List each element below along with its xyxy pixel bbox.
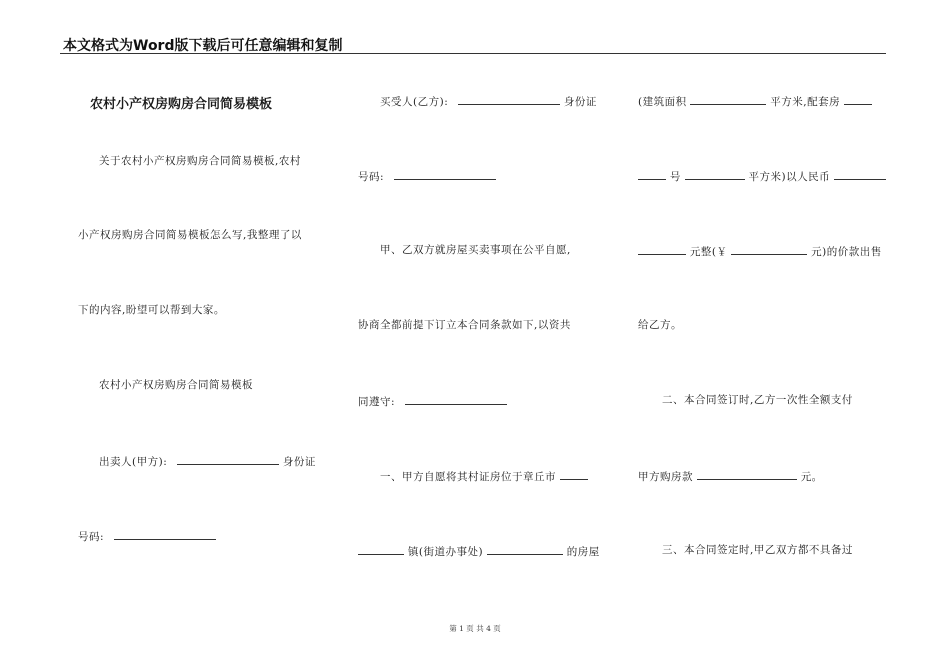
buyer-label: 买受人(乙方):: [380, 96, 449, 108]
paragraph-line: 甲、乙双方就房屋买卖事项在公平自愿,: [380, 244, 571, 256]
seller-line: [99, 453, 316, 469]
paragraph-line: 下的内容,盼望可以帮到大家。: [78, 304, 225, 316]
buyer-line: [380, 93, 597, 109]
text-fragment: (建筑面积: [638, 96, 687, 108]
paragraph-line: 关于农村小产权房购房合同简易模板,农村: [99, 155, 301, 167]
text-fragment: 甲方购房款: [638, 471, 693, 483]
seller-label: 出卖人(甲方):: [99, 456, 168, 468]
header-divider: [60, 53, 886, 54]
section-heading: 农村小产权房购房合同简易模板: [99, 379, 253, 391]
paragraph-line: [638, 468, 823, 484]
town-blank: [358, 543, 404, 555]
paragraph-line: 二、本合同签订时,乙方一次性全额支付: [662, 394, 853, 406]
id-number-label: 号码:: [358, 171, 385, 183]
id-number-blank: [114, 528, 216, 540]
blank-field: [638, 243, 686, 255]
id-number-line: [78, 528, 216, 544]
paragraph-line: [358, 393, 507, 409]
area-blank: [690, 93, 766, 105]
paragraph-line: 给乙方。: [638, 319, 682, 331]
text-fragment: 元)的价款出售: [811, 246, 882, 258]
city-blank: [560, 468, 588, 480]
text-fragment: 同遵守:: [358, 396, 396, 408]
seller-name-blank: [177, 453, 279, 465]
blank-field: [638, 168, 666, 180]
text-fragment: 号: [669, 171, 681, 183]
document-title: 农村小产权房购房合同简易模板: [90, 97, 273, 112]
paragraph-line: 小产权房购房合同简易模板怎么写,我整理了以: [78, 229, 302, 241]
text-fragment: 平方米)以人民币: [748, 171, 831, 183]
text-fragment: 的房屋: [566, 546, 600, 558]
amount-blank: [731, 243, 807, 255]
payment-blank: [697, 468, 797, 480]
id-number-blank: [394, 168, 496, 180]
document-header: 本文格式为Word版下载后可任意编辑和复制: [63, 38, 343, 54]
paragraph-line: [358, 543, 600, 559]
paragraph-line: [638, 243, 882, 259]
blank-field: [405, 393, 507, 405]
blank-field: [844, 93, 872, 105]
paragraph-line: [638, 168, 886, 184]
price-blank: [834, 168, 886, 180]
id-label: 身份证: [282, 456, 316, 468]
blank-field: [685, 168, 745, 180]
paragraph-line: 协商全都前提下订立本合同条款如下,以资共: [358, 319, 571, 331]
paragraph-line: 三、本合同签定时,甲乙双方都不具备过: [662, 544, 853, 556]
text-fragment: 元整(￥: [689, 246, 728, 258]
page-number: 第 1 页 共 4 页: [449, 624, 501, 633]
text-fragment: 元。: [800, 471, 823, 483]
paragraph-line: [380, 468, 588, 484]
paragraph-line: [638, 93, 872, 109]
buyer-name-blank: [458, 93, 560, 105]
text-fragment: 一、甲方自愿将其村证房位于章丘市: [380, 471, 556, 483]
id-number-label: 号码:: [78, 531, 105, 543]
id-label: 身份证: [563, 96, 597, 108]
text-fragment: 平方米,配套房: [770, 96, 841, 108]
id-number-line: [358, 168, 496, 184]
address-blank: [487, 543, 563, 555]
text-fragment: 镇(街道办事处): [407, 546, 484, 558]
